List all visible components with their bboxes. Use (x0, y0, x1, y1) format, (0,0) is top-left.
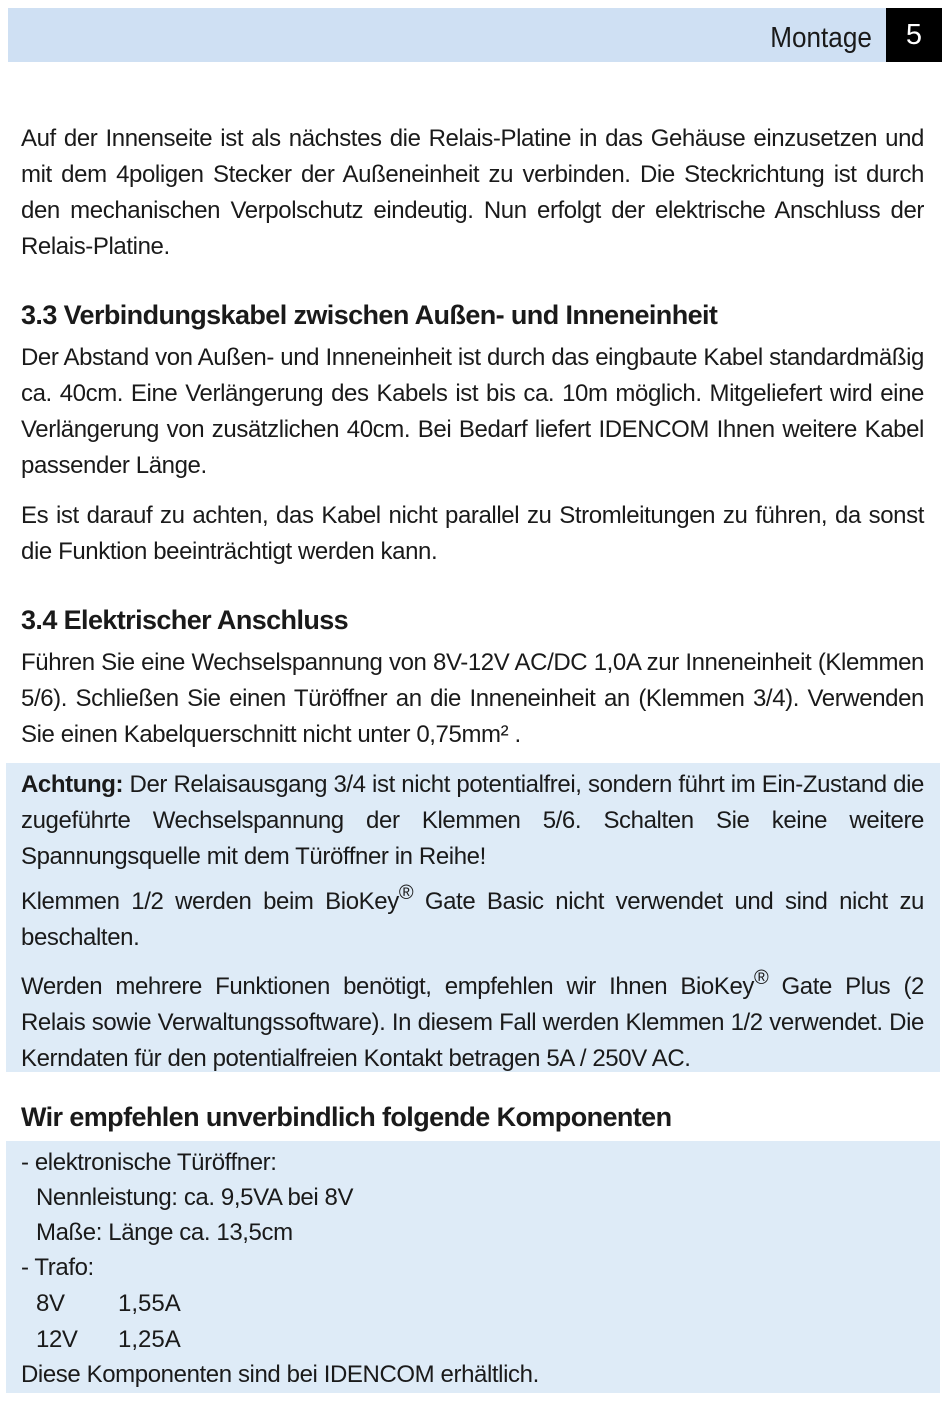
door-opener-label: - elektronische Türöffner: (21, 1149, 277, 1176)
trafo-voltage: 12V (36, 1326, 78, 1353)
door-opener-size: Maße: Länge ca. 13,5cm (36, 1219, 293, 1246)
door-opener-power: Nennleistung: ca. 9,5VA bei 8V (36, 1184, 354, 1211)
warning-text: Der Relaisausgang 3/4 ist nicht potentialfrei, sondern führt im Ein-Zustand die zugeführte Wechselspannung der Klemmen 5/6. Schalten Sie keine weitere Spannungsquelle mit dem Türöffner in Reihe! (21, 771, 924, 870)
page-header (8, 8, 942, 62)
trafo-current: 1,55A (118, 1290, 181, 1317)
section-3-3-heading: 3.3 Verbindungskabel zwischen Außen- und Inneneinheit (21, 300, 718, 330)
page-number: 5 (886, 8, 942, 62)
warning-paragraph-3 (21, 960, 924, 1077)
registered-mark: ® (398, 882, 414, 904)
warning-text-3a: Werden mehrere Funktionen benötigt, empfehlen wir Ihnen BioKey (21, 973, 754, 1000)
section-3-3-paragraph-1: Der Abstand von Außen- und Inneneinheit ist durch das eingbaute Kabel standardmäßig ca. 40cm. Eine Verlängerung des Kabels ist bis ca. 10m möglich. Mitgeliefert wird eine Verlängerung von zusätzlichen 40cm. Bei Bedarf liefert IDENCOM Ihnen weitere Kabel passender Länge. (21, 344, 924, 479)
warning-paragraph-2 (21, 875, 924, 956)
trafo-current: 1,25A (118, 1326, 181, 1353)
trafo-label: - Trafo: (21, 1254, 94, 1281)
warning-label: Achtung: (21, 771, 124, 798)
section-3-4-paragraph: Führen Sie eine Wechselspannung von 8V-12V AC/DC 1,0A zur Inneneinheit (Klemmen 5/6). Schließen Sie einen Türöffner an die Inneneinheit an (Klemmen 3/4). Verwenden Sie einen Kabelquerschnitt nicht unter 0,75mm² . (21, 649, 924, 748)
components-footer: Diese Komponenten sind bei IDENCOM erhältlich. (21, 1361, 539, 1388)
warning-paragraph-1 (21, 767, 924, 875)
warning-text-2a: Klemmen 1/2 werden beim BioKey (21, 888, 399, 915)
intro-paragraph: Auf der Innenseite ist als nächstes die Relais-Platine in das Gehäuse einzusetzen und mit dem 4poligen Stecker der Außeneinheit zu verbinden. Die Steckrichtung ist durch den mechanischen Verpolschutz eindeutig. Nun erfolgt der elektrische Anschluss der Relais-Platine. (21, 125, 924, 260)
warning-text-2b: Gate Basic nicht verwendet und sind nicht zu beschalten. (21, 888, 924, 951)
trafo-voltage: 8V (36, 1290, 65, 1317)
warning-text-3b: Gate Plus (2 Relais sowie Verwaltungssoftware). In diesem Fall werden Klemmen 1/2 verwendet. Die Kerndaten für den potentialfreien Kontakt betragen 5A / 250V AC. (21, 973, 924, 1072)
chapter-title: Montage (770, 22, 872, 54)
section-3-3-paragraph-2: Es ist darauf zu achten, das Kabel nicht parallel zu Stromleitungen zu führen, da sonst die Funktion beeinträchtigt werden kann. (21, 502, 924, 565)
section-3-4-heading: 3.4 Elektrischer Anschluss (21, 605, 349, 635)
components-heading: Wir empfehlen unverbindlich folgende Komponenten (21, 1102, 672, 1132)
registered-mark: ® (754, 967, 769, 989)
